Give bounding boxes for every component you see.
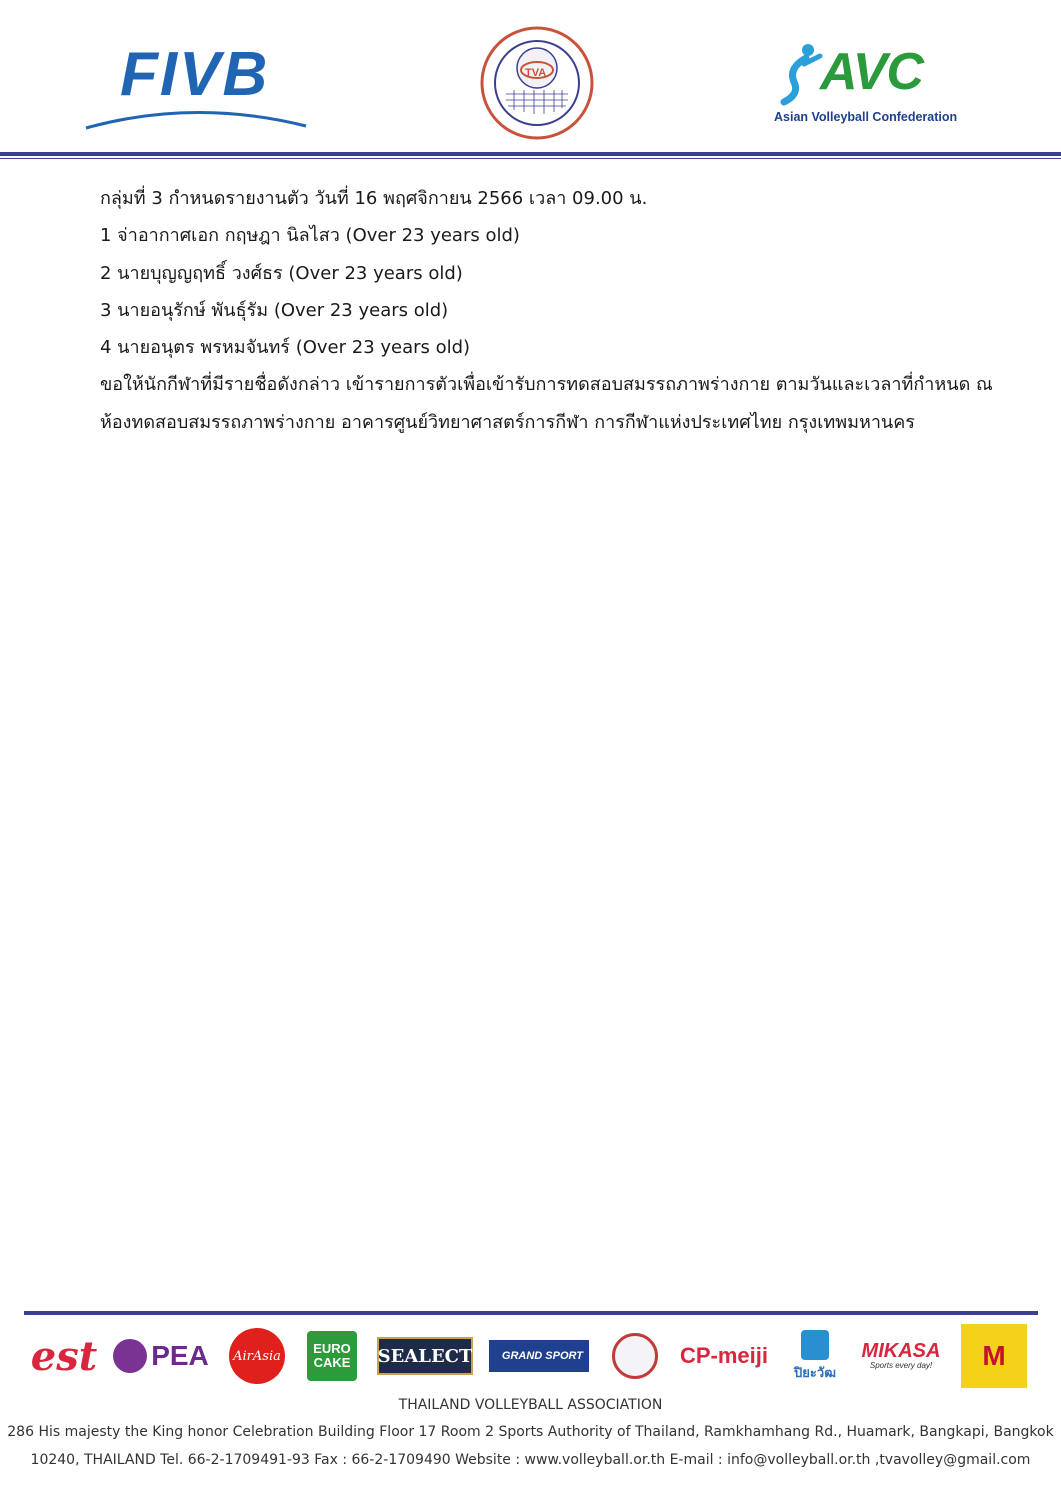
- footer-contact: [0, 1392, 1061, 1474]
- athlete-item: 4 นายอนุตร พรหมจันทร์ (Over 23 years old): [100, 337, 471, 359]
- org-name: THAILAND VOLLEYBALL ASSOCIATION: [398, 1397, 663, 1413]
- instruction-text: ห้องทดสอบสมรรถภาพร่างกาย อาคารศูนย์วิทยาศาสตร์การกีฬา การกีฬาแห่งประเทศไทย กรุงเทพมหานคร: [100, 411, 915, 433]
- mikasa-logo: [854, 1322, 948, 1390]
- contact-line: 10240, THAILAND Tel. 66-2-1709491-93 Fax : 66-2-1709490 Website : www.volleyball.or.th E-mail : info@volleyball.or.th ,tvavolley@gmail.com: [30, 1452, 1031, 1468]
- mikasa-logo-text: MIKASA: [861, 1340, 941, 1362]
- pea-logo: [106, 1322, 216, 1390]
- tva-emblem-icon: [478, 24, 596, 142]
- airasia-logo: [228, 1322, 286, 1390]
- avc-logo: AVC: [820, 43, 923, 101]
- footer-rule: [24, 1311, 1038, 1315]
- mikasa-tagline: Sports every day!: [869, 1361, 933, 1370]
- est-logo: est: [30, 1332, 98, 1380]
- eurocake-logo: [304, 1322, 360, 1390]
- announcement-body: [100, 180, 1000, 441]
- header-rule: [0, 152, 1061, 156]
- instruction-text: ขอให้นักกีฬาที่มีรายชื่อดังกล่าว เข้ารายการตัวเพื่อเข้ารับการทดสอบสมรรถภาพร่างกาย ตามวันและเวลาที่กำหนด ณ: [100, 374, 993, 396]
- piyawat-logo-text: ปิยะวัฒ: [794, 1365, 836, 1381]
- cpmeiji-logo: CP-meiji: [679, 1343, 769, 1368]
- fivb-swoosh-icon: [84, 104, 308, 130]
- avc-player-icon: [778, 42, 824, 106]
- fivb-logo: FIVB: [120, 40, 270, 109]
- pea-emblem-icon: [113, 1339, 147, 1373]
- athlete-item: 3 นายอนุรักษ์ พันธุ์รัม (Over 23 years old): [100, 299, 449, 321]
- avc-subtitle: Asian Volleyball Confederation: [774, 110, 958, 124]
- sponsor-bar: [28, 1322, 1038, 1390]
- pea-logo-text: PEA: [151, 1340, 209, 1371]
- piyawat-logo: [784, 1322, 846, 1390]
- address-line: 286 His majesty the King honor Celebration Building Floor 17 Room 2 Sports Authority of Thailand, Ramkhamhang Rd., Huamark, Bangkapi, Bangkok: [7, 1424, 1054, 1440]
- piyawat-bottle-icon: [801, 1330, 829, 1360]
- sealect-logo: [376, 1322, 474, 1390]
- grandsport-logo-text: GRAND SPORT: [489, 1340, 589, 1372]
- grandsport-logo: [488, 1322, 590, 1390]
- m150-logo-text: M: [961, 1324, 1027, 1388]
- group-heading: กลุ่มที่ 3 กำหนดรายงานตัว วันที่ 16 พฤศจิกายน 2566 เวลา 09.00 น.: [100, 188, 648, 209]
- eurocake-logo-text: EURO CAKE: [307, 1331, 357, 1381]
- tva-logo-label: TVA: [525, 67, 547, 79]
- athlete-item: 2 นายบุญญฤทธิ์ วงศ์ธร (Over 23 years old): [100, 262, 463, 284]
- m150-logo: [960, 1322, 1028, 1390]
- sealect-logo-text: SEALECT: [377, 1337, 473, 1375]
- sat-seal-icon: [610, 1322, 660, 1390]
- header-rule-thin: [0, 158, 1061, 159]
- athlete-item: 1 จ่าอากาศเอก กฤษฎา นิลไสว (Over 23 years old): [100, 225, 520, 247]
- airasia-logo-text: AirAsia: [229, 1328, 285, 1384]
